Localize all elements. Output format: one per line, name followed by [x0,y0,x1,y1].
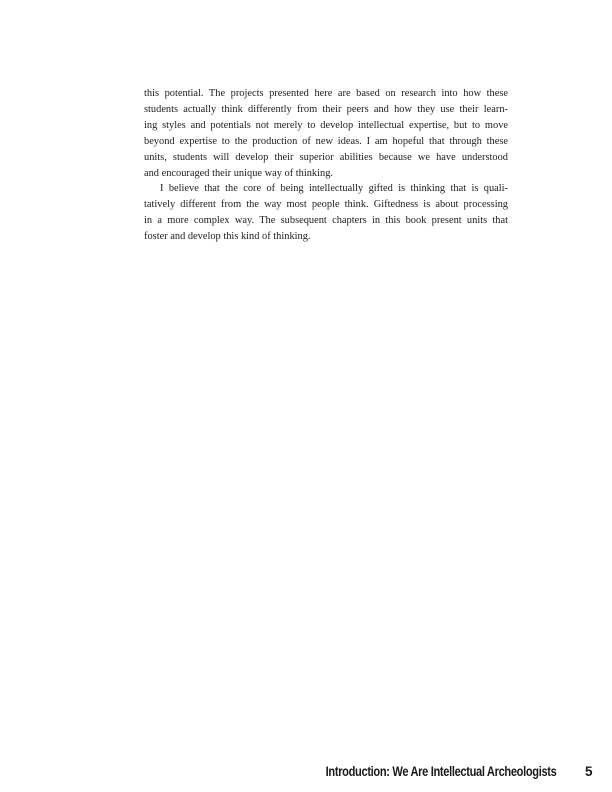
running-head: Introduction: We Are Intellectual Archeologists [325,764,556,779]
paragraph-2 [144,181,508,245]
text-line: ing styles and potentials not merely to develop intellectual expertise, but to move [144,119,508,131]
text-line: beyond expertise to the production of new ideas. I am hopeful that through these [144,135,508,147]
text-line: I believe that the core of being intellectually gifted is thinking that is quali- [160,183,508,195]
text-line: and encouraged their unique way of thinking. [144,167,333,179]
text-line: in a more complex way. The subsequent chapters in this book present units that [144,215,508,227]
paragraph-1 [144,86,508,181]
text-line: tatively different from the way most people think. Giftedness is about processing [144,199,508,211]
page-number: 5 [585,764,593,779]
text-line: foster and develop this kind of thinking. [144,231,311,243]
text-line: students actually think differently from their peers and how they use their learn- [144,103,508,115]
text-line: this potential. The projects presented here are based on research into how these [144,88,508,99]
page-footer [0,764,612,784]
body-text [144,86,508,245]
text-line: units, students will develop their superior abilities because we have understood [144,151,508,163]
